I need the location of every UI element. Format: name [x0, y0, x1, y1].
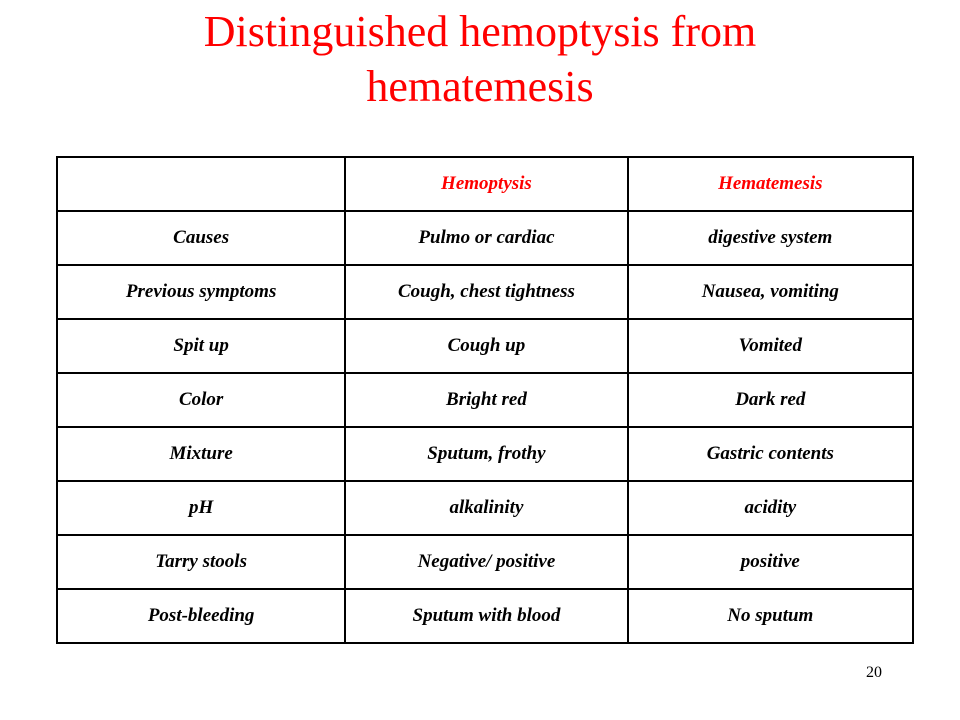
row-label: Previous symptoms	[57, 265, 345, 319]
hemoptysis-cell: Bright red	[345, 373, 627, 427]
table-row-spit-up	[57, 319, 913, 373]
hematemesis-cell: Nausea, vomiting	[628, 265, 913, 319]
slide-title	[0, 4, 960, 114]
comparison-table	[56, 156, 914, 644]
header-cell-hemoptysis: Hemoptysis	[345, 157, 627, 211]
row-label: Mixture	[57, 427, 345, 481]
page-number: 20	[866, 664, 882, 681]
slide-title-line1: Distinguished hemoptysis from	[203, 7, 757, 56]
table-row-previous-symptoms	[57, 265, 913, 319]
table-row-causes	[57, 211, 913, 265]
hematemesis-cell: digestive system	[628, 211, 913, 265]
row-label: pH	[57, 481, 345, 535]
header-cell-empty	[57, 157, 345, 211]
table-row-color	[57, 373, 913, 427]
hemoptysis-cell: Cough up	[345, 319, 627, 373]
row-label: Tarry stools	[57, 535, 345, 589]
hemoptysis-cell: Pulmo or cardiac	[345, 211, 627, 265]
table-header-row	[57, 157, 913, 211]
row-label: Causes	[57, 211, 345, 265]
hemoptysis-cell: Sputum with blood	[345, 589, 627, 643]
header-cell-hematemesis: Hematemesis	[628, 157, 913, 211]
hemoptysis-cell: Negative/ positive	[345, 535, 627, 589]
table-row-ph	[57, 481, 913, 535]
hematemesis-cell: positive	[628, 535, 913, 589]
hematemesis-cell: No sputum	[628, 589, 913, 643]
row-label: Post-bleeding	[57, 589, 345, 643]
row-label: Color	[57, 373, 345, 427]
hemoptysis-cell: Sputum, frothy	[345, 427, 627, 481]
table-row-mixture	[57, 427, 913, 481]
table-row-post-bleeding	[57, 589, 913, 643]
hematemesis-cell: Gastric contents	[628, 427, 913, 481]
slide-title-line2: hematemesis	[366, 62, 594, 111]
hematemesis-cell: Dark red	[628, 373, 913, 427]
table-row-tarry-stools	[57, 535, 913, 589]
row-label: Spit up	[57, 319, 345, 373]
hematemesis-cell: acidity	[628, 481, 913, 535]
hemoptysis-cell: Cough, chest tightness	[345, 265, 627, 319]
hematemesis-cell: Vomited	[628, 319, 913, 373]
hemoptysis-cell: alkalinity	[345, 481, 627, 535]
